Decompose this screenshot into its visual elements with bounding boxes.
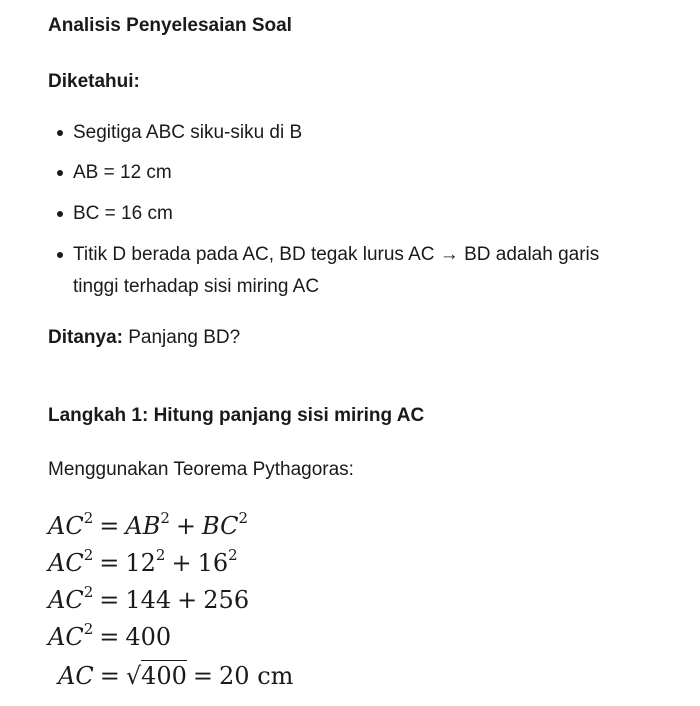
bullet-icon	[57, 252, 63, 258]
square-root: √400	[125, 662, 187, 690]
equation-line-2: $AC^2 = 12^2 + 16^2$	[48, 546, 238, 577]
asked-label: Ditanya:	[48, 327, 123, 348]
asked-text: Panjang BD?	[122, 327, 241, 348]
document-title: Analisis Penyelesaian Soal	[48, 15, 292, 36]
known-heading: Diketahui:	[48, 71, 140, 92]
list-item: Segitiga ABC siku-siku di B	[60, 117, 640, 149]
equation-line-3: $AC^2 = 144 + 256$	[48, 583, 250, 614]
equation-line-4: $AC^2 = 400$	[48, 620, 172, 651]
list-item: AB = 12 cm	[60, 157, 640, 189]
bullet-icon	[57, 211, 63, 217]
bullet-icon	[57, 170, 63, 176]
equation-line-5: AC = √400 = 20 cm	[58, 662, 294, 690]
bullet-icon	[57, 130, 63, 136]
asked-line	[48, 326, 240, 350]
list-item: Titik D berada pada AC, BD tegak lurus AC → BD adalah garis tinggi terhadap sisi miring AC	[60, 239, 640, 303]
list-item: BC = 16 cm	[60, 198, 640, 230]
step1-heading: Langkah 1: Hitung panjang sisi miring AC	[48, 405, 425, 426]
equation-line-1: $AC^2 = AB^2 + BC^2$	[48, 509, 248, 540]
step1-intro: Menggunakan Teorema Pythagoras:	[48, 459, 354, 480]
